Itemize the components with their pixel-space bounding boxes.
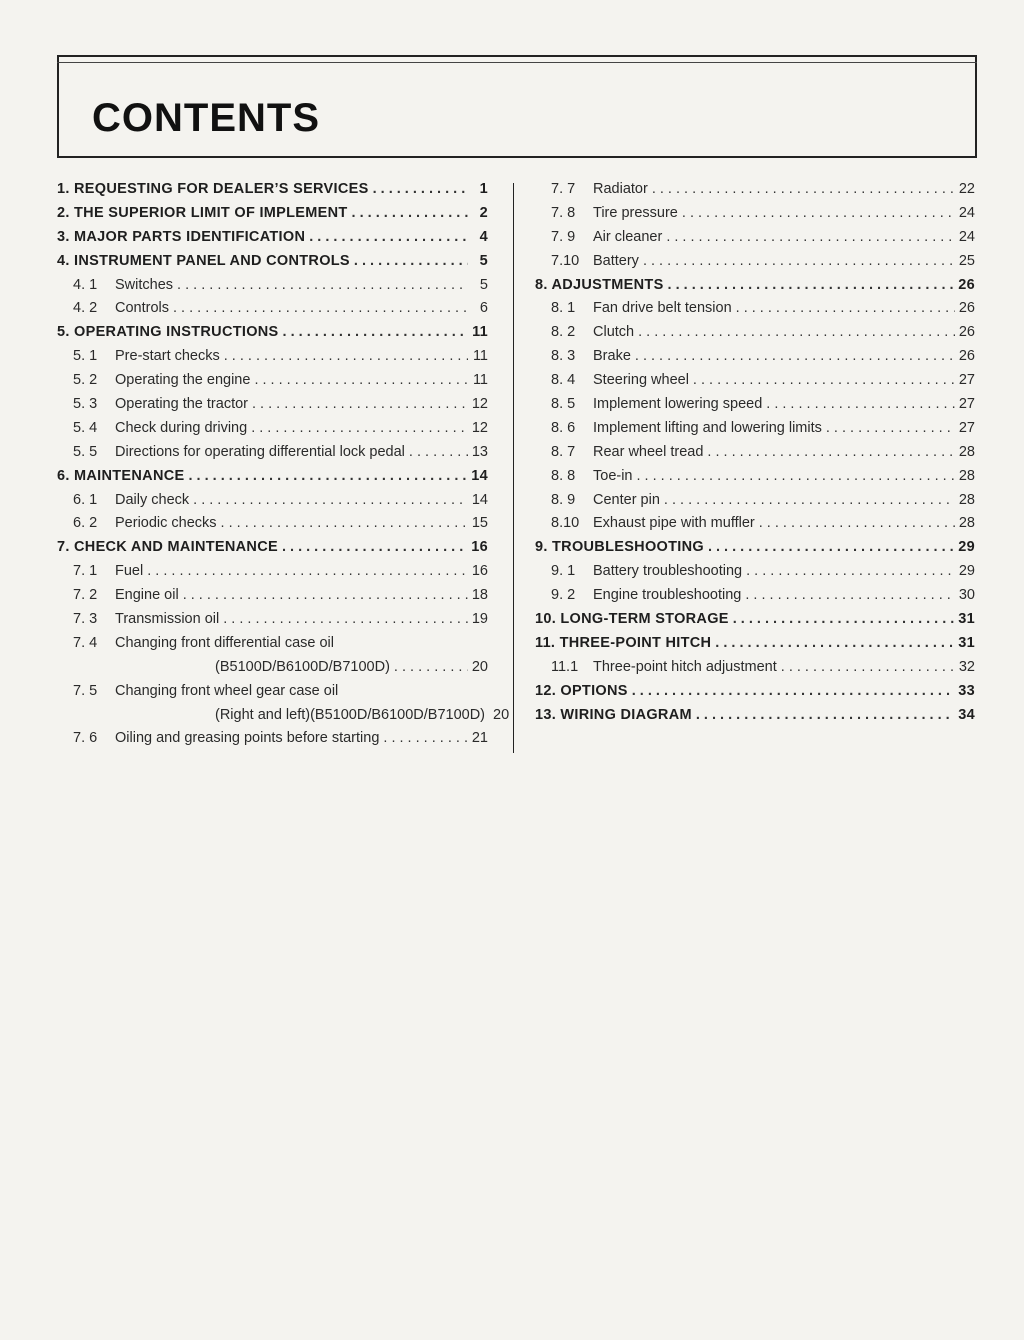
- toc-item-label: Exhaust pipe with muffler: [593, 515, 755, 532]
- toc-subsection[interactable]: [535, 369, 975, 393]
- toc-item-label: Changing front wheel gear case oil: [115, 682, 339, 699]
- toc-item-label: Daily check: [115, 491, 190, 508]
- toc-item-label: Fuel: [115, 563, 144, 580]
- toc-item-number: 8. 1: [551, 300, 576, 317]
- toc-item-number: 9. 1: [551, 563, 576, 580]
- toc-item-number: 5. 2: [73, 372, 98, 389]
- toc-leader-dots: [409, 441, 468, 465]
- toc-leader-dots: [283, 321, 468, 345]
- toc-item-number: 4. 2: [73, 300, 98, 317]
- toc-page-number: 26: [958, 324, 975, 341]
- toc-leader-dots: [766, 393, 955, 417]
- toc-page-number: 27: [958, 372, 975, 389]
- toc-page-number: 28: [958, 443, 975, 460]
- toc-leader-dots: [707, 441, 954, 465]
- toc-section[interactable]: [57, 202, 488, 226]
- toc-item-label: 4. INSTRUMENT PANEL AND CONTROLS: [57, 252, 350, 269]
- toc-page-number: 33: [958, 682, 975, 699]
- toc-page-number: 28: [958, 491, 975, 508]
- toc-item-label: 1. REQUESTING FOR DEALER’S SERVICES: [57, 181, 369, 197]
- toc-item-number: 8. 8: [551, 467, 576, 484]
- toc-item-number: 7. 2: [73, 587, 98, 604]
- toc-subsection[interactable]: [57, 393, 488, 417]
- toc-item-label: 13. WIRING DIAGRAM: [535, 706, 692, 723]
- toc-page-number: 28: [958, 515, 975, 532]
- toc-leader-dots: [224, 345, 468, 369]
- toc-subsection[interactable]: [57, 417, 488, 441]
- toc-page-number: 24: [958, 228, 975, 245]
- toc-item-label: Brake: [593, 348, 631, 365]
- toc-subsection[interactable]: [57, 441, 488, 465]
- toc-page-number: 11: [472, 324, 488, 341]
- toc-item-label: Switches: [115, 276, 174, 293]
- toc-section[interactable]: [535, 536, 975, 560]
- toc-item-number: 7. 4: [73, 634, 98, 651]
- toc-item-number: 8. 9: [551, 491, 576, 508]
- toc-item-label: Oiling and greasing points before starting: [115, 730, 380, 747]
- toc-page-number: 16: [471, 563, 488, 580]
- toc-page-number: 18: [471, 587, 488, 604]
- toc-page-number: 30: [958, 587, 975, 604]
- toc-item-label: Toe-in: [593, 467, 633, 484]
- toc-leader-dots: [733, 608, 955, 632]
- toc-subsection[interactable]: [535, 584, 975, 608]
- title-rule: [57, 62, 977, 63]
- toc-item-label: 9. TROUBLESHOOTING: [535, 539, 704, 556]
- toc-leader-dots: [183, 584, 468, 608]
- toc-subsection[interactable]: [57, 369, 488, 393]
- toc-leader-dots: [708, 536, 954, 560]
- toc-subsection[interactable]: [57, 656, 488, 680]
- toc-subsection[interactable]: [535, 226, 975, 250]
- toc-subsection[interactable]: [535, 250, 975, 274]
- toc-page-number: 13: [471, 443, 488, 460]
- toc-subsection[interactable]: [57, 560, 488, 584]
- toc-item-label: 10. LONG-TERM STORAGE: [535, 611, 729, 628]
- toc-page-number: 21: [471, 730, 488, 747]
- toc-item-number: 7. 7: [551, 181, 576, 197]
- toc-item-label: Steering wheel: [593, 372, 689, 389]
- toc-subsection[interactable]: [57, 608, 488, 632]
- toc-subsection[interactable]: [535, 560, 975, 584]
- toc-subsection[interactable]: [535, 417, 975, 441]
- toc-item-number: 8. 4: [551, 372, 576, 389]
- toc-page-number: 1: [479, 181, 488, 197]
- toc-item-label: 3. MAJOR PARTS IDENTIFICATION: [57, 228, 306, 245]
- toc-page-number: 31: [958, 634, 975, 651]
- toc-item-label: Rear wheel tread: [593, 443, 704, 460]
- toc-section[interactable]: [57, 321, 488, 345]
- toc-item-number: 5. 5: [73, 443, 98, 460]
- toc-item-label: Implement lifting and lowering limits: [593, 419, 822, 436]
- page-title: CONTENTS: [92, 96, 320, 140]
- toc-item-number: 5. 4: [73, 419, 98, 436]
- toc-item-number: 7. 8: [551, 204, 576, 221]
- toc-page-number: 31: [958, 611, 975, 628]
- toc-item-label: Controls: [115, 300, 169, 317]
- toc-item-label: Three-point hitch adjustment: [593, 658, 777, 675]
- toc-left-column: [57, 178, 510, 751]
- toc-item-label: Periodic checks: [115, 515, 217, 532]
- toc-page-number: 14: [471, 467, 488, 484]
- toc-page-number: 11: [472, 348, 488, 365]
- toc-item-number: 8. 7: [551, 443, 576, 460]
- toc-leader-dots: [693, 369, 955, 393]
- toc-item-number: 7. 6: [73, 730, 98, 747]
- toc-page-number: 11: [472, 372, 488, 389]
- toc-page-number: 26: [958, 348, 975, 365]
- toc-item-label: Tire pressure: [593, 204, 678, 221]
- toc-subsection[interactable]: [535, 656, 975, 680]
- toc-item-number: 8.10: [551, 515, 580, 532]
- toc-leader-dots: [736, 297, 955, 321]
- toc-leader-dots: [638, 321, 955, 345]
- toc-subsection[interactable]: [57, 489, 488, 513]
- toc-item-number: 8. 5: [551, 396, 576, 413]
- toc-leader-dots: [251, 417, 468, 441]
- toc-leader-dots: [193, 489, 468, 513]
- toc-leader-dots: [635, 345, 955, 369]
- toc-section[interactable]: [535, 608, 975, 632]
- toc-subsection[interactable]: [535, 512, 975, 536]
- toc-leader-dots: [252, 393, 468, 417]
- toc-item-number: 5. 1: [73, 348, 98, 365]
- toc-item-label: Operating the tractor: [115, 396, 248, 413]
- toc-page-number: 5: [479, 276, 488, 293]
- toc-subsection[interactable]: [535, 393, 975, 417]
- toc-item-label: 7. CHECK AND MAINTENANCE: [57, 539, 278, 556]
- toc-leader-dots: [221, 512, 468, 536]
- toc-leader-dots: [746, 560, 955, 584]
- toc-item-label: Air cleaner: [593, 228, 663, 245]
- toc-leader-dots: [682, 202, 955, 226]
- toc-page-number: 6: [479, 300, 488, 317]
- toc-item-number: 8. 3: [551, 348, 576, 365]
- toc-right-column: [535, 178, 975, 727]
- toc-section[interactable]: [57, 178, 488, 202]
- toc-section[interactable]: [57, 250, 488, 274]
- toc-leader-dots: [781, 656, 955, 680]
- toc-leader-dots: [668, 274, 955, 298]
- toc-page-number: 24: [958, 204, 975, 221]
- toc-item-label: Fan drive belt tension: [593, 300, 732, 317]
- toc-item-label: Battery troubleshooting: [593, 563, 743, 580]
- toc-leader-dots: [383, 727, 467, 751]
- toc-item-label: 6. MAINTENANCE: [57, 467, 185, 484]
- toc-leader-dots: [696, 704, 954, 728]
- toc-leader-dots: [664, 489, 955, 513]
- toc-item-label: Check during driving: [115, 419, 248, 436]
- toc-leader-dots: [309, 226, 468, 250]
- toc-page-number: 4: [479, 228, 488, 245]
- toc-item-label: 12. OPTIONS: [535, 682, 628, 699]
- toc-leader-dots: [352, 202, 468, 226]
- toc-item-label: (B5100D/B6100D/B7100D): [215, 658, 390, 675]
- toc-page-number: 32: [958, 658, 975, 675]
- toc-subsection[interactable]: [57, 584, 488, 608]
- toc-section[interactable]: [57, 226, 488, 250]
- toc-subsection[interactable]: [535, 441, 975, 465]
- toc-item-label: 8. ADJUSTMENTS: [535, 276, 664, 293]
- toc-section[interactable]: [535, 632, 975, 656]
- toc-page-number: 2: [479, 204, 488, 221]
- toc-page-number: 12: [471, 396, 488, 413]
- toc-item-label: 2. THE SUPERIOR LIMIT OF IMPLEMENT: [57, 204, 348, 221]
- toc-page-number: 27: [958, 396, 975, 413]
- toc-subsection[interactable]: [57, 297, 488, 321]
- toc-leader-dots: [826, 417, 955, 441]
- toc-item-label: 11. THREE-POINT HITCH: [535, 634, 712, 651]
- toc-section[interactable]: [535, 704, 975, 728]
- toc-item-number: 7. 3: [73, 611, 98, 628]
- toc-item-number: 11.1: [551, 658, 579, 675]
- toc-item-label: Changing front differential case oil: [115, 634, 334, 651]
- toc-subsection[interactable]: [535, 202, 975, 226]
- toc-subsection[interactable]: [57, 512, 488, 536]
- toc-leader-dots: [188, 465, 467, 489]
- toc-item-number: 6. 2: [73, 515, 98, 532]
- toc-item-label: Pre-start checks: [115, 348, 220, 365]
- toc-leader-dots: [632, 680, 955, 704]
- toc-leader-dots: [652, 178, 955, 202]
- toc-page-number: 5: [479, 252, 488, 269]
- toc-subsection[interactable]: [535, 489, 975, 513]
- toc-leader-dots: [223, 608, 468, 632]
- toc-page-number: 12: [471, 419, 488, 436]
- column-divider: [513, 183, 514, 753]
- toc-leader-dots: [666, 226, 955, 250]
- toc-item-label: Implement lowering speed: [593, 396, 763, 413]
- toc-page-number: 34: [958, 706, 975, 723]
- toc-page-number: 16: [471, 539, 488, 556]
- toc-item-label: Operating the engine: [115, 372, 251, 389]
- toc-item-label: Center pin: [593, 491, 660, 508]
- toc-item-number: 6. 1: [73, 491, 98, 508]
- toc-item-label: Transmission oil: [115, 611, 220, 628]
- toc-page-number: 14: [471, 491, 488, 508]
- toc-leader-dots: [759, 512, 955, 536]
- toc-page-number: 29: [958, 563, 975, 580]
- toc-subsection[interactable]: [57, 704, 510, 728]
- toc-item-label: Engine oil: [115, 587, 179, 604]
- toc-section[interactable]: [535, 274, 975, 298]
- toc-subsection[interactable]: [535, 345, 975, 369]
- toc-subsection[interactable]: [57, 727, 488, 751]
- toc-item-label: Directions for operating differential lock pedal: [115, 443, 405, 460]
- toc-subsection[interactable]: [57, 345, 488, 369]
- toc-leader-dots: [254, 369, 468, 393]
- toc-item-number: 9. 2: [551, 587, 576, 604]
- toc-subsection[interactable]: [57, 680, 488, 704]
- toc-subsection[interactable]: [57, 632, 488, 656]
- toc-item-number: 7. 9: [551, 228, 576, 245]
- toc-item-number: 8. 2: [551, 324, 576, 341]
- toc-page-number: 19: [471, 611, 488, 628]
- toc-item-number: 5. 3: [73, 396, 98, 413]
- toc-page-number: 26: [958, 300, 975, 317]
- toc-leader-dots: [282, 536, 467, 560]
- toc-item-number: 7. 5: [73, 682, 98, 699]
- toc-subsection[interactable]: [535, 321, 975, 345]
- toc-section[interactable]: [57, 465, 488, 489]
- toc-page-number: 15: [471, 515, 488, 532]
- toc-item-label: Radiator: [593, 181, 648, 197]
- toc-subsection[interactable]: [57, 274, 488, 298]
- toc-leader-dots: [643, 250, 955, 274]
- toc-page-number: 26: [958, 276, 975, 293]
- toc-page-number: 28: [958, 467, 975, 484]
- toc-leader-dots: [745, 584, 955, 608]
- toc-leader-dots: [715, 632, 954, 656]
- toc-item-number: 7. 1: [73, 563, 98, 580]
- toc-item-label: (Right and left)(B5100D/B6100D/B7100D): [215, 706, 486, 723]
- toc-leader-dots: [354, 250, 468, 274]
- toc-leader-dots: [637, 465, 955, 489]
- toc-page-number: 20: [493, 706, 510, 723]
- toc-page-number: 29: [958, 539, 975, 556]
- toc-item-label: Clutch: [593, 324, 635, 341]
- toc-leader-dots: [173, 297, 468, 321]
- toc-leader-dots: [177, 274, 468, 298]
- toc-subsection[interactable]: [535, 465, 975, 489]
- toc-leader-dots: [147, 560, 468, 584]
- toc-section[interactable]: [535, 680, 975, 704]
- toc-leader-dots: [394, 656, 468, 680]
- toc-page-number: 20: [471, 658, 488, 675]
- toc-subsection[interactable]: [535, 178, 975, 202]
- toc-item-number: 8. 6: [551, 419, 576, 436]
- toc-subsection[interactable]: [535, 297, 975, 321]
- toc-leader-dots: [373, 178, 468, 202]
- toc-page-number: 27: [958, 419, 975, 436]
- toc-page-number: 25: [958, 252, 975, 269]
- toc-item-label: Battery: [593, 252, 639, 269]
- toc-item-label: Engine troubleshooting: [593, 587, 742, 604]
- toc-section[interactable]: [57, 536, 488, 560]
- toc-item-number: 7.10: [551, 252, 580, 269]
- toc-page-number: 22: [958, 181, 975, 197]
- toc-item-label: 5. OPERATING INSTRUCTIONS: [57, 324, 279, 341]
- toc-item-number: 4. 1: [73, 276, 98, 293]
